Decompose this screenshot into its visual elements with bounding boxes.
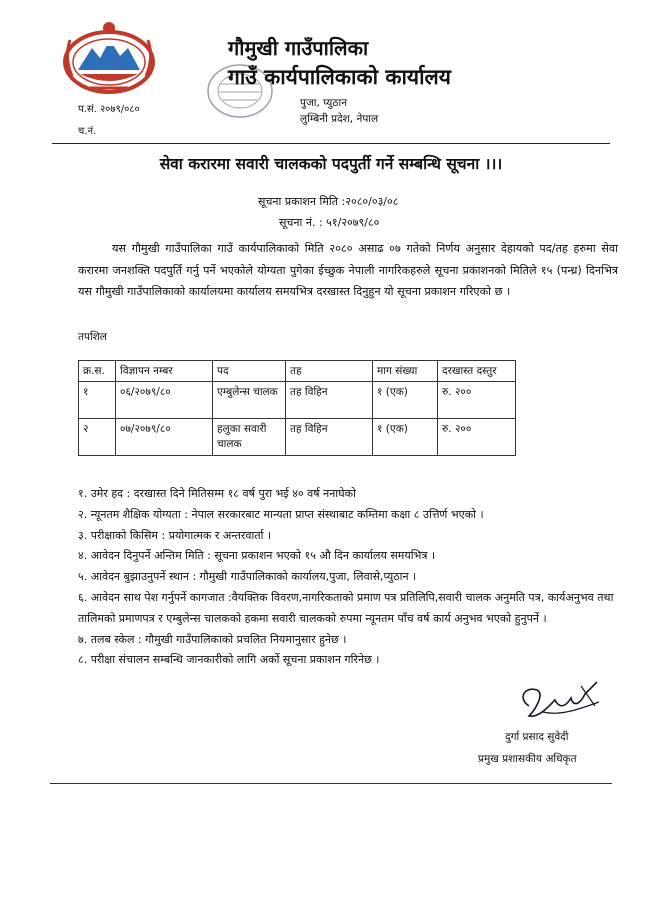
address-line-1: पुजा, प्युठान: [300, 97, 348, 109]
condition-item: ५. आवेदन बुझाउनुपर्ने स्थान : गौमुखी गाउँपालिकाको कार्यालय,पुजा, लिवासे,प्युठान ।: [78, 570, 417, 584]
table-header-row: [79, 361, 516, 382]
table-header-cell: तह: [286, 361, 373, 382]
vacancy-table: [78, 360, 516, 456]
notice-body-text: यस गौमुखी गाउँपालिका गाउँ कार्यपालिकाको मिति २०८० असाढ ०७ गतेको निर्णय अनुसार देहायको पद/तह हरुमा सेवा करारमा जनशक्ति पदपुर्ति गर्नु पर्ने भएकोले योग्यता पुगेका ईच्छुक नेपाली नागरिकहरुले सूचना प्रकाशनको मितिले १५ (पन्ध्र) दिनभित्र यस गौमुखी गाउँपालिकाको कार्यालयमा कार्यालय समयभित्र दरखास्त दिनुहुन यो सूचना प्रकाशन गरिएको छ ।: [78, 242, 618, 298]
conditions-list: [78, 484, 623, 671]
municipality-name: गौमुखी गाउँपालिका: [228, 36, 369, 60]
condition-item: ८. परीक्षा संचालन सम्बन्धि जानकारीको लागि अर्को सूचना प्रकाशन गरिनेछ ।: [78, 653, 380, 667]
details-label: तपशिल: [78, 331, 107, 343]
table-cell: हलुका सवारी चालक: [213, 419, 286, 456]
dispatch-number: च.नं.: [78, 126, 97, 137]
table-row: [79, 382, 516, 419]
header-divider: [52, 143, 610, 144]
notice-date: सूचना प्रकाशन मिति :२०८०/०३/०८: [258, 195, 399, 208]
condition-item: २. न्यूनतम शैक्षिक योग्यता : नेपाल सरकारबाट मान्यता प्राप्त संस्थाबाट कम्तिमा कक्षा ८ उत्तिर्ण भएको ।: [78, 507, 484, 521]
table-cell: एम्बुलेन्स चालक: [213, 382, 286, 419]
condition-item: ४. आवेदन दिनुपर्ने अन्तिम मिति : सूचना प्रकाशन भएको १५ औ दिन कार्यालय समयभित्र ।: [78, 549, 436, 563]
table-header-cell: माग संख्या: [373, 361, 438, 382]
footer-divider: [50, 783, 612, 784]
table-header-cell: पद: [213, 361, 286, 382]
signatory-name: दुर्गा प्रसाद सुवेदी: [505, 731, 569, 743]
letter-number: प.सं. २०७९/०८०: [78, 104, 140, 115]
table-cell: ०६/२०७९/८०: [116, 382, 213, 419]
notice-subject: सेवा करारमा सवारी चालकको पदपुर्ती गर्ने सम्बन्धि सूचना ।।।: [159, 155, 503, 173]
condition-item: ३. परीक्षाको किसिम : प्रयोगात्मक र अन्तरवार्ता ।: [78, 528, 272, 542]
table-cell: १ (एक): [373, 419, 438, 456]
signatory-title: प्रमुख प्रशासकीय अधिकृत: [478, 753, 577, 765]
table-cell: १: [79, 382, 116, 419]
table-header-cell: क्र.स.: [79, 361, 116, 382]
notice-body: [78, 238, 618, 303]
notice-number: सूचना नं. : ५१/२०७९/८०: [279, 216, 380, 229]
table-header-cell: विज्ञापन नम्बर: [116, 361, 213, 382]
table-cell: रु. २००: [438, 382, 516, 419]
table-row: [79, 419, 516, 456]
table-cell: रु. २००: [438, 419, 516, 456]
table-cell: २: [79, 419, 116, 456]
address-line-2: लुम्बिनी प्रदेश, नेपाल: [300, 113, 379, 125]
table-cell: तह विहिन: [286, 419, 373, 456]
office-name: गाउँ कार्यपालिकाको कार्यालय: [228, 65, 451, 89]
table-cell: ०७/२०७९/८०: [116, 419, 213, 456]
nepal-emblem-logo: [60, 18, 158, 98]
signature-image: [515, 676, 605, 726]
table-cell: १ (एक): [373, 382, 438, 419]
condition-item: ६. आवेदन साथ पेश गर्नुपर्ने कागजात :वैयक्तिक विवरण,नागरिकताको प्रमाण पत्र प्रतिलिपि,सवारी चालक अनुमति पत्र, कार्यअनुभव तथा तालिमको प्रमाणपत्र र एम्बुलेन्स चालकको हकमा सवारी चालकको रुपमा न्यूनतम पाँच वर्ष कार्य अनुभव भएको हुनुपर्ने ।: [78, 590, 614, 625]
table-cell: तह विहिन: [286, 382, 373, 419]
condition-item: १. उमेर हद : दरखास्त दिने मितिसम्म १८ वर्ष पुरा भई ४० वर्ष ननाघेको: [78, 487, 356, 500]
condition-item: ७. तलब स्केल : गौमुखी गाउँपालिकाको प्रचलित नियमानुसार हुनेछ ।: [78, 632, 347, 646]
table-header-cell: दरखास्त दस्तुर: [438, 361, 516, 382]
